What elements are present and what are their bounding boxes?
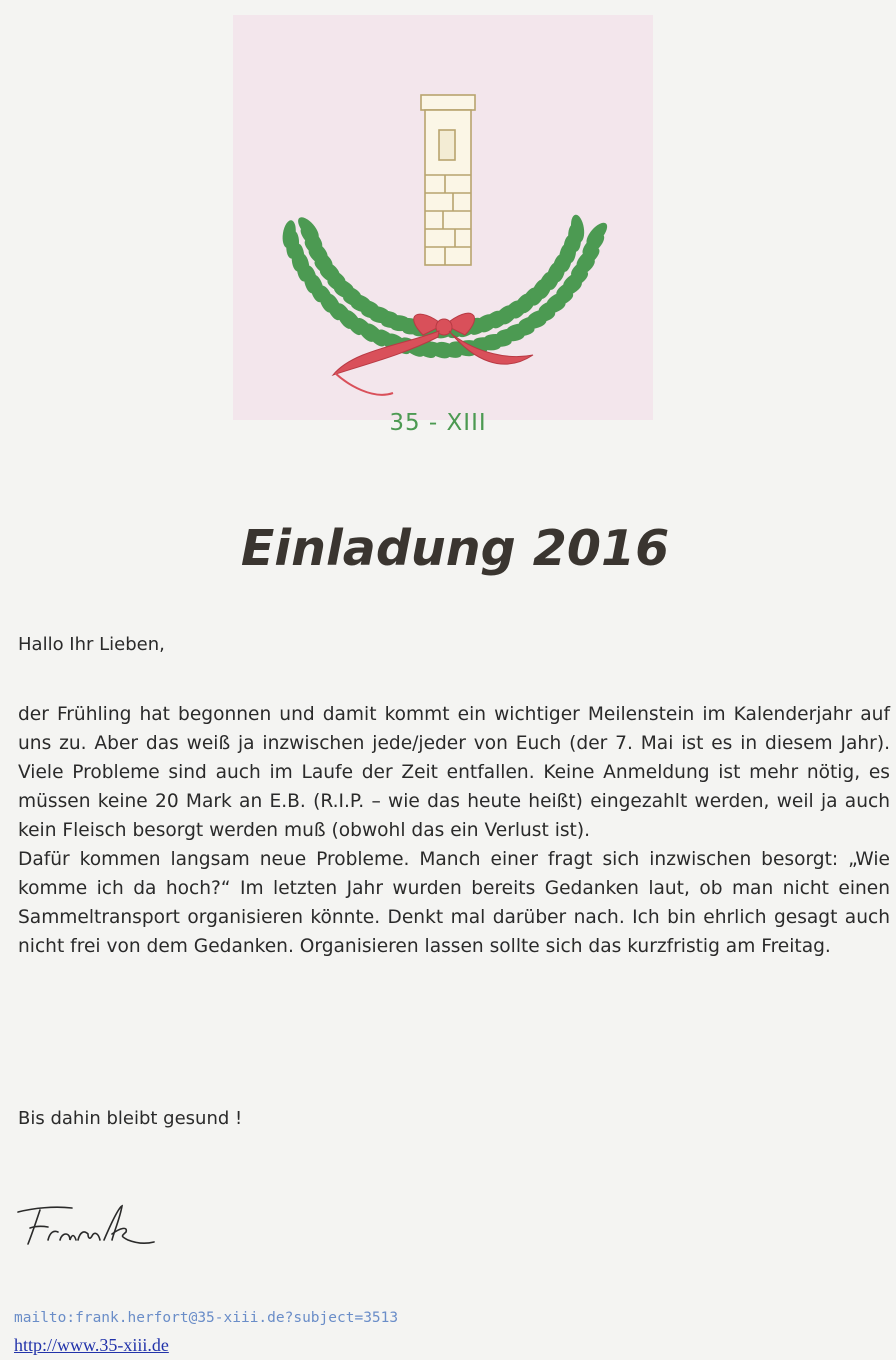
laurel-leaf (497, 329, 525, 342)
handwritten-signature (14, 1200, 164, 1250)
signature (14, 1200, 164, 1254)
laurel-leaf (292, 244, 305, 272)
paragraph: Dafür kommen langsam neue Probleme. Manch einer fragt sich inzwischen besorgt: „Wie komme ich da hoch?“ Im letzten Jahr wurden bereits Gedanken laut, ob man nicht einen Sammeltransport organisieren könnte. Denkt mal darüber nach. Ich bin ehrlich gesagt auch nicht frei von dem Gedanken. Organisieren lassen sollte sich das kurzfristig am Freitag. (18, 849, 890, 957)
website-link[interactable]: http://www.35-xiii.de (14, 1335, 169, 1355)
mailto-link[interactable]: mailto:frank.herfort@35-xiii.de?subject=3513 (14, 1310, 399, 1326)
closing: Bis dahin bleibt gesund ! (18, 1108, 243, 1129)
logo (233, 15, 653, 420)
greeting: Hallo Ihr Lieben, (18, 634, 165, 655)
letter-body (18, 700, 890, 961)
laurel-wreath-icon (233, 15, 653, 420)
tower-icon (421, 95, 475, 265)
paragraph: der Frühling hat begonnen und damit kommt ein wichtiger Meilenstein im Kalenderjahr auf uns zu. Aber das weiß ja inzwischen jede/jeder von Euch (der 7. Mai ist es in diesem Jahr). Viele Probleme sind auch im Laufe der Zeit entfallen. Keine Anmeldung ist mehr nötig, es müssen keine 20 Mark an E.B. (R.I.P. – wie das heute heißt) eingezahlt werden, weil ja auch kein Fleisch besorgt werden muß (obwohl das ein Verlust ist). (18, 704, 890, 841)
logo-caption: 35 - XIII (389, 410, 487, 436)
page-title: Einladung 2016 (240, 520, 670, 577)
